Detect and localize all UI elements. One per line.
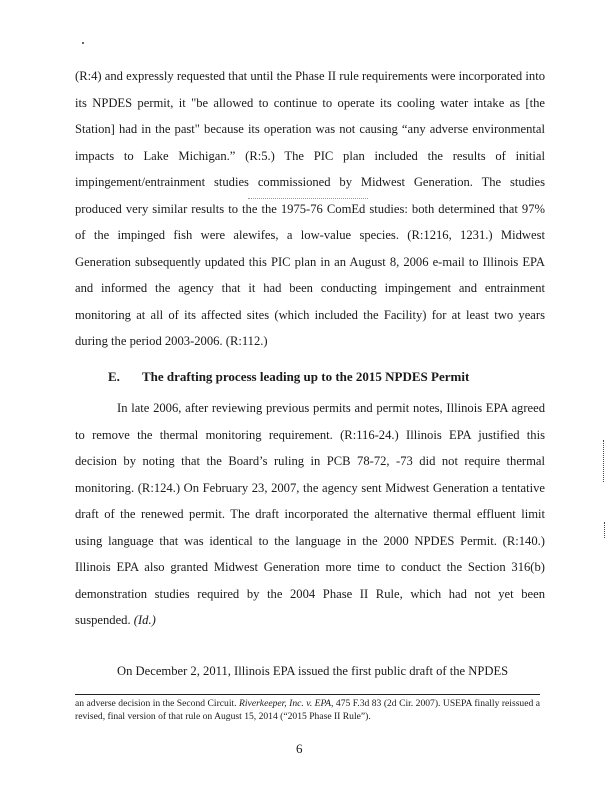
scan-speck	[82, 42, 84, 44]
section-heading-letter: E.	[108, 369, 120, 384]
body-paragraph-2	[75, 395, 545, 634]
body-paragraph-3: On December 2, 2011, Illinois EPA issued the first public draft of the NPDES	[117, 664, 509, 678]
page-number: 6	[296, 741, 303, 756]
scan-edge-mark	[603, 440, 606, 482]
body-paragraph-2-text: In late 2006, after reviewing previous permits and permit notes, Illinois EPA agreed to remove the thermal monitoring requirement. (R:116-24.) Illinois EPA justified this decision by noting that the Board’s ruling in PCB 78-72, -73 did not require thermal monitoring. (R:124.) On February 23, 2007, the agency sent Midwest Generation a tentative draft of the renewed permit. The draft incorporated the alternative thermal effluent limit using language that was identical to the language in the 2000 NPDES Permit. (R:140.) Illinois EPA also granted Midwest Generation more time to conduct the Section 316(b) demonstration studies required by the 2004 Phase II Rule, which had not yet been suspended.	[75, 401, 545, 627]
footnote-text-before: an adverse decision in the Second Circuit.	[75, 698, 240, 709]
scan-edge-mark	[604, 522, 606, 538]
id-citation: (Id.)	[133, 613, 156, 627]
section-heading	[108, 369, 469, 385]
footnote-separator	[75, 694, 540, 695]
footnote-text-after: , 475 F.3d 83 (2d Cir. 2007). USEPA finally reissued a revised, final version of that rule on August 15, 2014 (“2015 Phase II Rule”).	[75, 698, 540, 722]
section-heading-text: The drafting process leading up to the 2015 NPDES Permit	[142, 369, 470, 384]
footnote	[75, 697, 540, 723]
scan-underline-artifact	[248, 198, 368, 200]
footnote-case-name: Riverkeeper, Inc. v. EPA	[239, 698, 332, 709]
body-paragraph-1: (R:4) and expressly requested that until the Phase II rule requirements were incorporated into its NPDES permit, it "be allowed to continue to operate its cooling water intake as [the Station] had in the past" because its operation was not causing “any adverse environmental impacts to Lake Michigan.” (R:5.) The PIC plan included the results of initial impingement/entrainment studies commissioned by Midwest Generation. The studies produced very similar results to the the 1975-76 ComEd studies: both determined that 97% of the impinged fish were alewifes, a low-value species. (R:1216, 1231.) Midwest Generation subsequently updated this PIC plan in an August 8, 2006 e-mail to Illinois EPA and informed the agency that it had been conducting impingement and entrainment monitoring at all of its affected sites (which included the Facility) for at least two years during the period 2003-2006. (R:112.)	[75, 69, 545, 348]
